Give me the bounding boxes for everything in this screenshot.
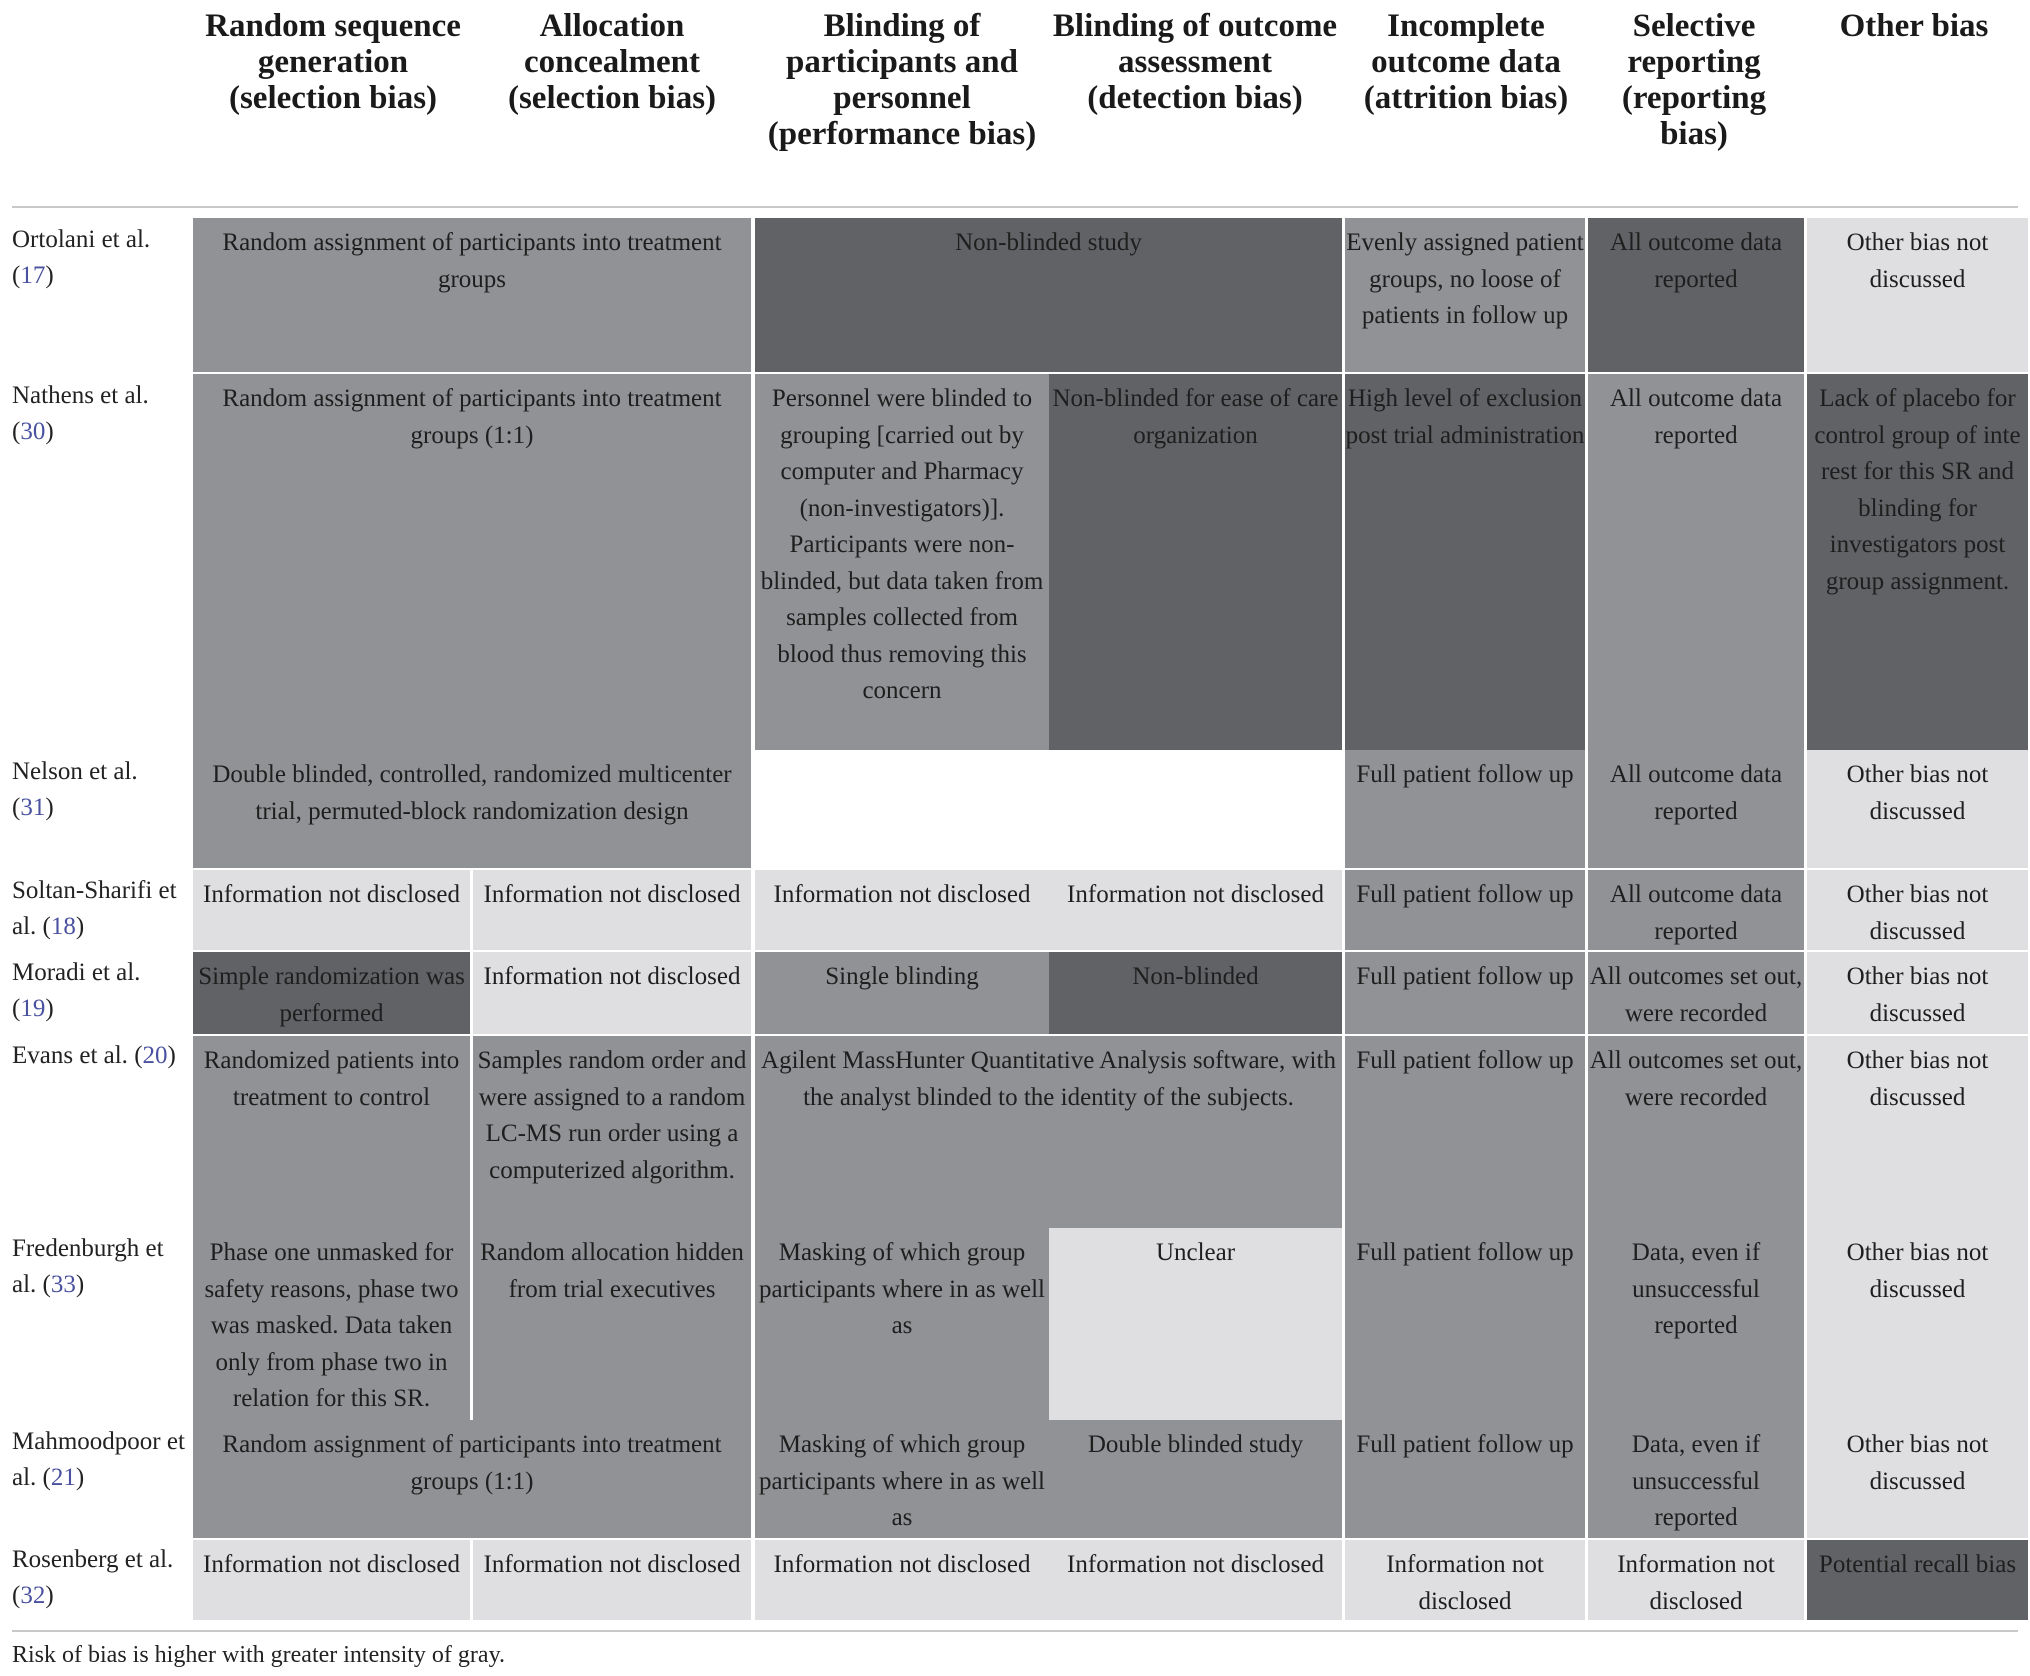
cell-r7-selective-reporting: Data, even if unsuccessful reported [1588, 1228, 1804, 1420]
cell-r6-allocation-concealment: Samples random order and were assigned to a random LC-MS run order using a computerized algorithm. [473, 1036, 751, 1228]
cell-r9-incomplete-outcome: Information not disclosed [1345, 1540, 1585, 1620]
study-name: Evans et al. (20) [12, 1042, 176, 1069]
cell-r5-allocation-concealment: Information not disclosed [473, 952, 751, 1034]
cell-r9-blinding-assessment: Information not disclosed [1049, 1540, 1342, 1620]
study-label: Nathens et al. [12, 382, 149, 409]
cell-r2-selective-reporting: All outcome data reported [1588, 374, 1804, 750]
cell-r7-incomplete-outcome: Full patient follow up [1345, 1228, 1585, 1420]
cell-r8-incomplete-outcome: Full patient follow up [1345, 1420, 1585, 1538]
cell-r2-blinding-assessment: Non-blinded for ease of care organization [1049, 374, 1342, 750]
cell-r8-blinding-assessment: Double blinded study [1049, 1420, 1342, 1538]
cell-r4-blinding-participants: Information not disclosed [755, 870, 1049, 950]
study-name: Fredenburgh et al. (33) [12, 1235, 164, 1298]
study-name: Mahmoodpoor et al. (21) [12, 1428, 185, 1491]
study-name: Soltan-Sharifi et al. (18) [12, 877, 177, 940]
reference-link[interactable]: 30 [20, 418, 46, 445]
study-label: Soltan-Sharifi et al. [12, 877, 177, 940]
study-name: Rosenberg et al. (32) [12, 1546, 174, 1609]
cell-r5-incomplete-outcome: Full patient follow up [1345, 952, 1585, 1034]
cell-r9-blinding-participants: Information not disclosed [755, 1540, 1049, 1620]
footer-rule [12, 1630, 2018, 1632]
reference-link[interactable]: 31 [20, 794, 46, 821]
reference-link[interactable]: 33 [50, 1271, 76, 1298]
cell-r8-other-bias: Other bias not discussed [1807, 1420, 2028, 1538]
header-rule [12, 206, 2018, 208]
header-selective-reporting: Selective reporting (reporting bias) [1621, 8, 1767, 152]
header-incomplete-outcome-data: Incomplete outcome data (attrition bias) [1363, 8, 1569, 116]
reference-link[interactable]: 19 [20, 995, 46, 1022]
cell-r3-selective-reporting: All outcome data reported [1588, 750, 1804, 868]
cell-r4-allocation-concealment: Information not disclosed [473, 870, 751, 950]
header-other-bias: Other bias [1839, 8, 1989, 44]
study-label: Evans et al. [12, 1042, 128, 1069]
study-label: Nelson et al. [12, 758, 138, 785]
cell-r5-other-bias: Other bias not discussed [1807, 952, 2028, 1034]
cell-r6-selective-reporting: All outcomes set out, were recorded [1588, 1036, 1804, 1228]
header-random-sequence-generation: Random sequence generation (selection bias) [205, 8, 461, 116]
cell-r2-blinding-participants: Personnel were blinded to grouping [carried out by computer and Pharmacy (non-investigators)]. Participants were non-blinded, but data taken from samples collected from blood thus removing this concern [755, 374, 1049, 750]
cell-r1-selective-reporting: All outcome data reported [1588, 218, 1804, 372]
reference-link[interactable]: 21 [50, 1464, 76, 1491]
cell-r5-blinding-participants: Single blinding [755, 952, 1049, 1034]
cell-r6-blinding: Agilent MassHunter Quantitative Analysis software, with the analyst blinded to the identity of the subjects. [755, 1036, 1342, 1228]
study-label: Rosenberg et al. [12, 1546, 174, 1573]
header-blinding-participants-personnel: Blinding of participants and personnel (performance bias) [767, 8, 1037, 152]
cell-r8-sequence-allocation: Random assignment of participants into treatment groups (1:1) [193, 1420, 751, 1538]
cell-r5-selective-reporting: All outcomes set out, were recorded [1588, 952, 1804, 1034]
cell-r9-other-bias: Potential recall bias [1807, 1540, 2028, 1620]
cell-r4-selective-reporting: All outcome data reported [1588, 870, 1804, 950]
cell-r7-allocation-concealment: Random allocation hidden from trial executives [473, 1228, 751, 1420]
cell-r7-other-bias: Other bias not discussed [1807, 1228, 2028, 1420]
reference-link[interactable]: 17 [20, 262, 46, 289]
cell-r6-sequence-generation: Randomized patients into treatment to control [193, 1036, 470, 1228]
cell-r7-blinding-assessment: Unclear [1049, 1228, 1342, 1420]
reference-link[interactable]: 20 [142, 1042, 168, 1069]
cell-r1-blinding: Non-blinded study [755, 218, 1342, 372]
header-blinding-outcome-assessment: Blinding of outcome assessment (detection bias) [1052, 8, 1338, 116]
cell-r2-other-bias: Lack of placebo for control group of inte rest for this SR and blinding for investigators post group assignment. [1807, 374, 2028, 750]
cell-r7-blinding-participants: Masking of which group participants where in as well as [755, 1228, 1049, 1420]
reference-link[interactable]: 18 [50, 913, 76, 940]
study-label: Moradi et al. [12, 959, 141, 986]
cell-r1-other-bias: Other bias not discussed [1807, 218, 2028, 372]
study-label: Fredenburgh et al. [12, 1235, 164, 1298]
cell-r2-incomplete-outcome: High level of exclusion post trial administration [1345, 374, 1585, 750]
cell-r3-incomplete-outcome: Full patient follow up [1345, 750, 1585, 868]
cell-r4-blinding-assessment: Information not disclosed [1049, 870, 1342, 950]
table-footnote: Risk of bias is higher with greater intensity of gray. [12, 1642, 506, 1668]
cell-r9-selective-reporting: Information not disclosed [1588, 1540, 1804, 1620]
study-name: Ortolani et al. (17) [12, 226, 151, 289]
cell-r9-sequence-generation: Information not disclosed [193, 1540, 470, 1620]
cell-r3-blinding [755, 750, 1342, 868]
study-name: Nelson et al. (31) [12, 758, 138, 821]
study-name: Nathens et al. (30) [12, 382, 149, 445]
cell-r3-other-bias: Other bias not discussed [1807, 750, 2028, 868]
cell-r7-sequence-generation: Phase one unmasked for safety reasons, phase two was masked. Data taken only from phase two in relation for this SR. [193, 1228, 470, 1420]
cell-r1-incomplete-outcome: Evenly assigned patient groups, no loose of patients in follow up [1345, 218, 1585, 372]
cell-r6-incomplete-outcome: Full patient follow up [1345, 1036, 1585, 1228]
cell-r5-blinding-assessment: Non-blinded [1049, 952, 1342, 1034]
cell-r6-other-bias: Other bias not discussed [1807, 1036, 2028, 1228]
cell-r1-sequence-allocation: Random assignment of participants into treatment groups [193, 218, 751, 372]
cell-r8-blinding-participants: Masking of which group participants where in as well as [755, 1420, 1049, 1538]
reference-link[interactable]: 32 [20, 1582, 46, 1609]
cell-r4-sequence-generation: Information not disclosed [193, 870, 470, 950]
study-label: Mahmoodpoor et al. [12, 1428, 185, 1491]
study-name: Moradi et al. (19) [12, 959, 141, 1022]
cell-r8-selective-reporting: Data, even if unsuccessful reported [1588, 1420, 1804, 1538]
cell-r4-incomplete-outcome: Full patient follow up [1345, 870, 1585, 950]
cell-r4-other-bias: Other bias not discussed [1807, 870, 2028, 950]
study-label: Ortolani et al. [12, 226, 151, 253]
cell-r5-sequence-generation: Simple randomization was performed [193, 952, 470, 1034]
cell-r2-sequence-allocation: Random assignment of participants into treatment groups (1:1) [193, 374, 751, 750]
header-allocation-concealment: Allocation concealment (selection bias) [507, 8, 717, 116]
cell-r3-sequence-allocation: Double blinded, controlled, randomized multicenter trial, permuted-block randomization design [193, 750, 751, 868]
cell-r9-allocation-concealment: Information not disclosed [473, 1540, 751, 1620]
